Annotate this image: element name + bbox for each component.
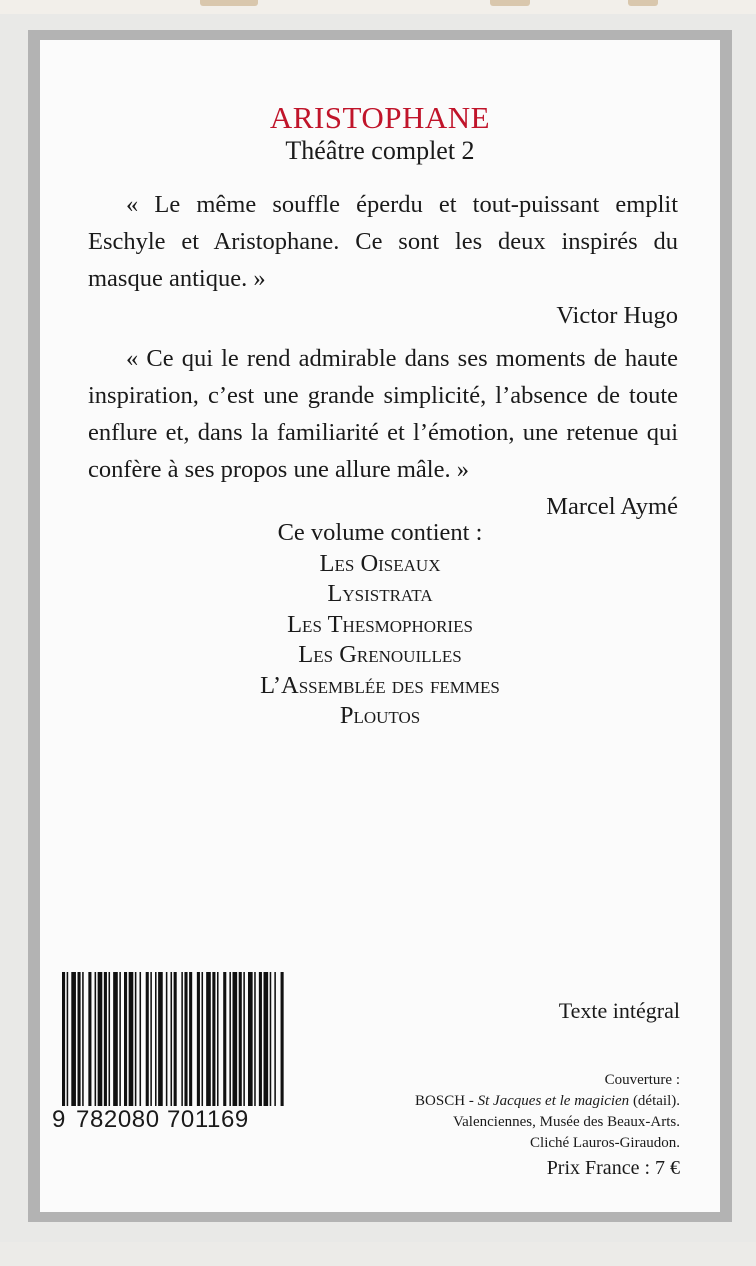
isbn-first-digit: 9	[52, 1106, 66, 1133]
quote-block	[88, 340, 678, 525]
quote-author: Marcel Aymé	[546, 493, 678, 520]
credits-artist: BOSCH -	[415, 1093, 474, 1109]
play-title: Ploutos	[339, 702, 421, 729]
top-edge-tab	[628, 0, 658, 6]
quote-author: Victor Hugo	[556, 302, 678, 329]
credits-artwork	[415, 1091, 680, 1112]
contents-list	[40, 518, 720, 732]
play-title: Les Oiseaux	[319, 549, 441, 577]
cover-credits	[415, 1070, 680, 1154]
play-title: Les Grenouilles	[298, 641, 462, 668]
quote-block	[88, 186, 678, 334]
credits-detail: (détail).	[632, 1093, 680, 1109]
credits-location: Valenciennes, Musée des Beaux-Arts.	[452, 1114, 680, 1130]
top-edge-tab	[200, 0, 258, 6]
isbn-digits: 782080 701169	[76, 1106, 249, 1133]
quote-text: « Ce qui le rend admirable dans ses moments de haute inspiration, c’est une grande simplicité, l’absence de toute enflure et, dans la familiarité et l’émotion, une retenue qui confère à ses propos une allure mâle. »	[88, 345, 678, 483]
play-title: Lysistrata	[327, 580, 433, 607]
top-edge-tab	[490, 0, 530, 6]
price-label: Prix France : 7 €	[546, 1157, 680, 1179]
author-name: ARISTOPHANE	[269, 100, 491, 135]
top-edge	[0, 0, 756, 14]
play-title: Les Thesmophories	[287, 610, 473, 638]
bottom-edge	[0, 1242, 756, 1266]
play-title: L’Assemblée des femmes	[260, 671, 500, 699]
credits-photo: Cliché Lauros-Giraudon.	[530, 1135, 680, 1151]
isbn-number	[52, 1106, 296, 1142]
quote-text: « Le même souffle éperdu et tout-puissant emplit Eschyle et Aristophane. Ce sont les deux inspirés du masque antique. »	[88, 191, 678, 292]
barcode-image	[60, 972, 286, 1106]
book-title: Théâtre complet 2	[285, 136, 475, 165]
credits-work: St Jacques et le magicien	[477, 1093, 630, 1109]
edition-note: Texte intégral	[558, 998, 680, 1023]
credits-label: Couverture :	[604, 1072, 680, 1088]
contents-heading: Ce volume contient :	[277, 519, 483, 546]
